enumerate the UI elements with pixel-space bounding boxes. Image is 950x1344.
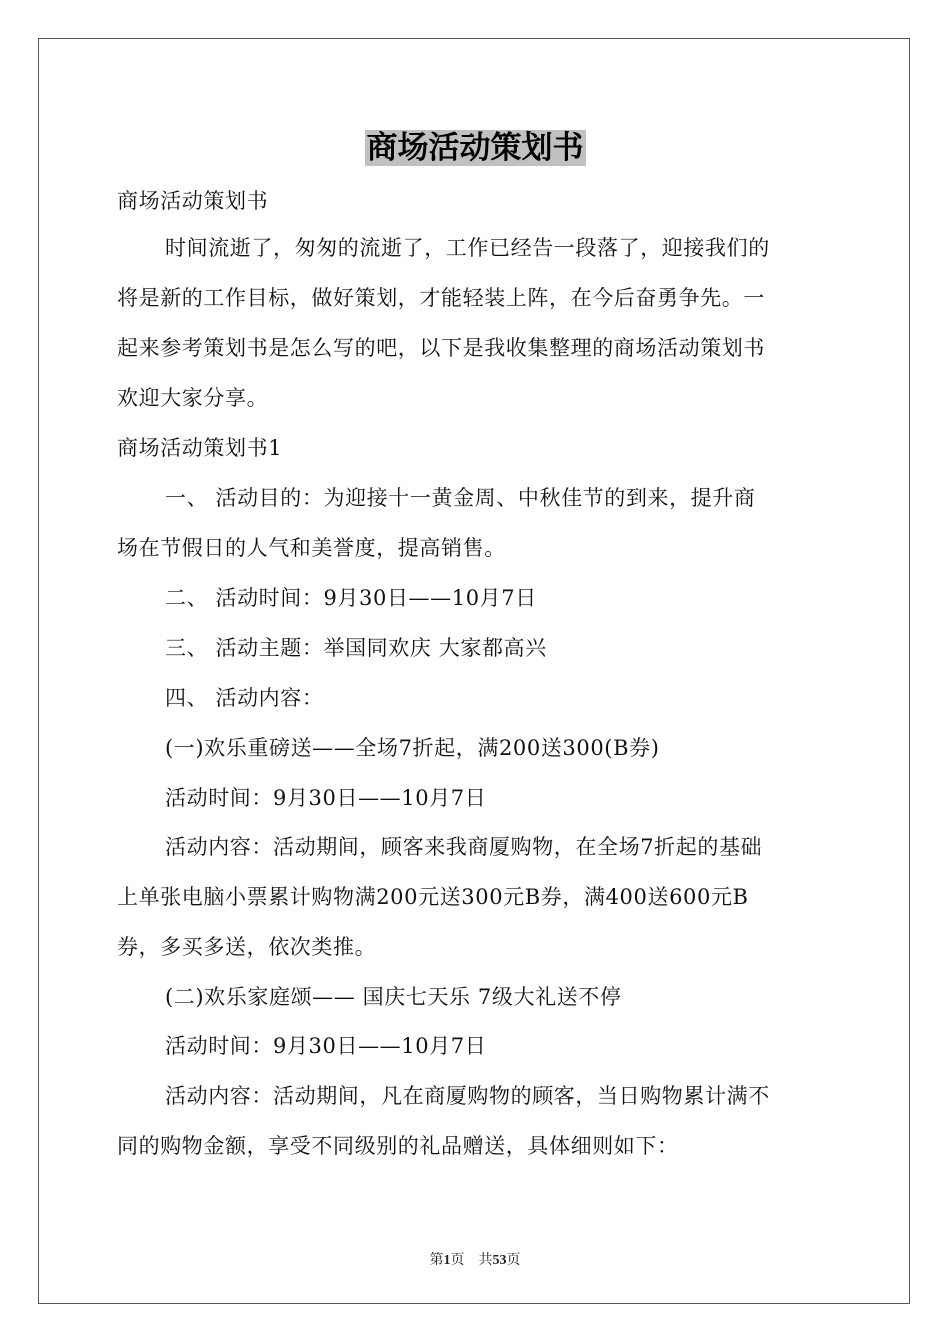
paragraph-line: 活动内容：活动期间，顾客来我商厦购物，在全场7折起的基础: [165, 835, 763, 859]
paragraph-line: 活动时间：9月30日——10月7日: [165, 1034, 487, 1058]
paragraph-line: 活动内容：活动期间，凡在商厦购物的顾客，当日购物累计满不: [165, 1084, 770, 1108]
paragraph-line: (一)欢乐重磅送——全场7折起，满200送300(B券): [165, 736, 660, 760]
paragraph-line: 一、 活动目的：为迎接十一黄金周、中秋佳节的到来，提升商: [165, 486, 756, 510]
paragraph-line: 起来参考策划书是怎么写的吧，以下是我收集整理的商场活动策划书: [117, 336, 765, 360]
current-page-number: 1: [443, 1253, 451, 1268]
paragraph-line: 活动时间：9月30日——10月7日: [165, 786, 487, 810]
paragraph-line: (二)欢乐家庭颂—— 国庆七天乐 7级大礼送不停: [165, 985, 622, 1009]
page-border: [38, 38, 910, 1304]
page-footer: 第1页 共53页: [429, 1253, 521, 1268]
paragraph-line: 三、 活动主题：举国同欢庆 大家都高兴: [165, 636, 547, 660]
paragraph-line: 欢迎大家分享。: [117, 386, 269, 410]
paragraph-line: 二、 活动时间：9月30日——10月7日: [165, 586, 537, 610]
paragraph-line: 将是新的工作目标，做好策划，才能轻装上阵，在今后奋勇争先。一: [117, 286, 765, 310]
paragraph-line: 场在节假日的人气和美誉度，提高销售。: [117, 536, 506, 560]
document-title: 商场活动策划书: [366, 130, 584, 166]
paragraph-line: 券，多买多送，依次类推。: [117, 935, 377, 959]
total-page-count: 53: [492, 1253, 507, 1268]
section-heading: 商场活动策划书1: [117, 436, 283, 460]
doc-heading: 商场活动策划书: [117, 189, 269, 213]
paragraph-line: 同的购物金额，享受不同级别的礼品赠送，具体细则如下：: [117, 1134, 679, 1158]
paragraph-line: 时间流逝了，匆匆的流逝了，工作已经告一段落了，迎接我们的: [165, 236, 770, 260]
paragraph-line: 四、 活动内容：: [165, 686, 324, 710]
paragraph-line: 上单张电脑小票累计购物满200元送300元B券，满400送600元B: [117, 885, 749, 909]
